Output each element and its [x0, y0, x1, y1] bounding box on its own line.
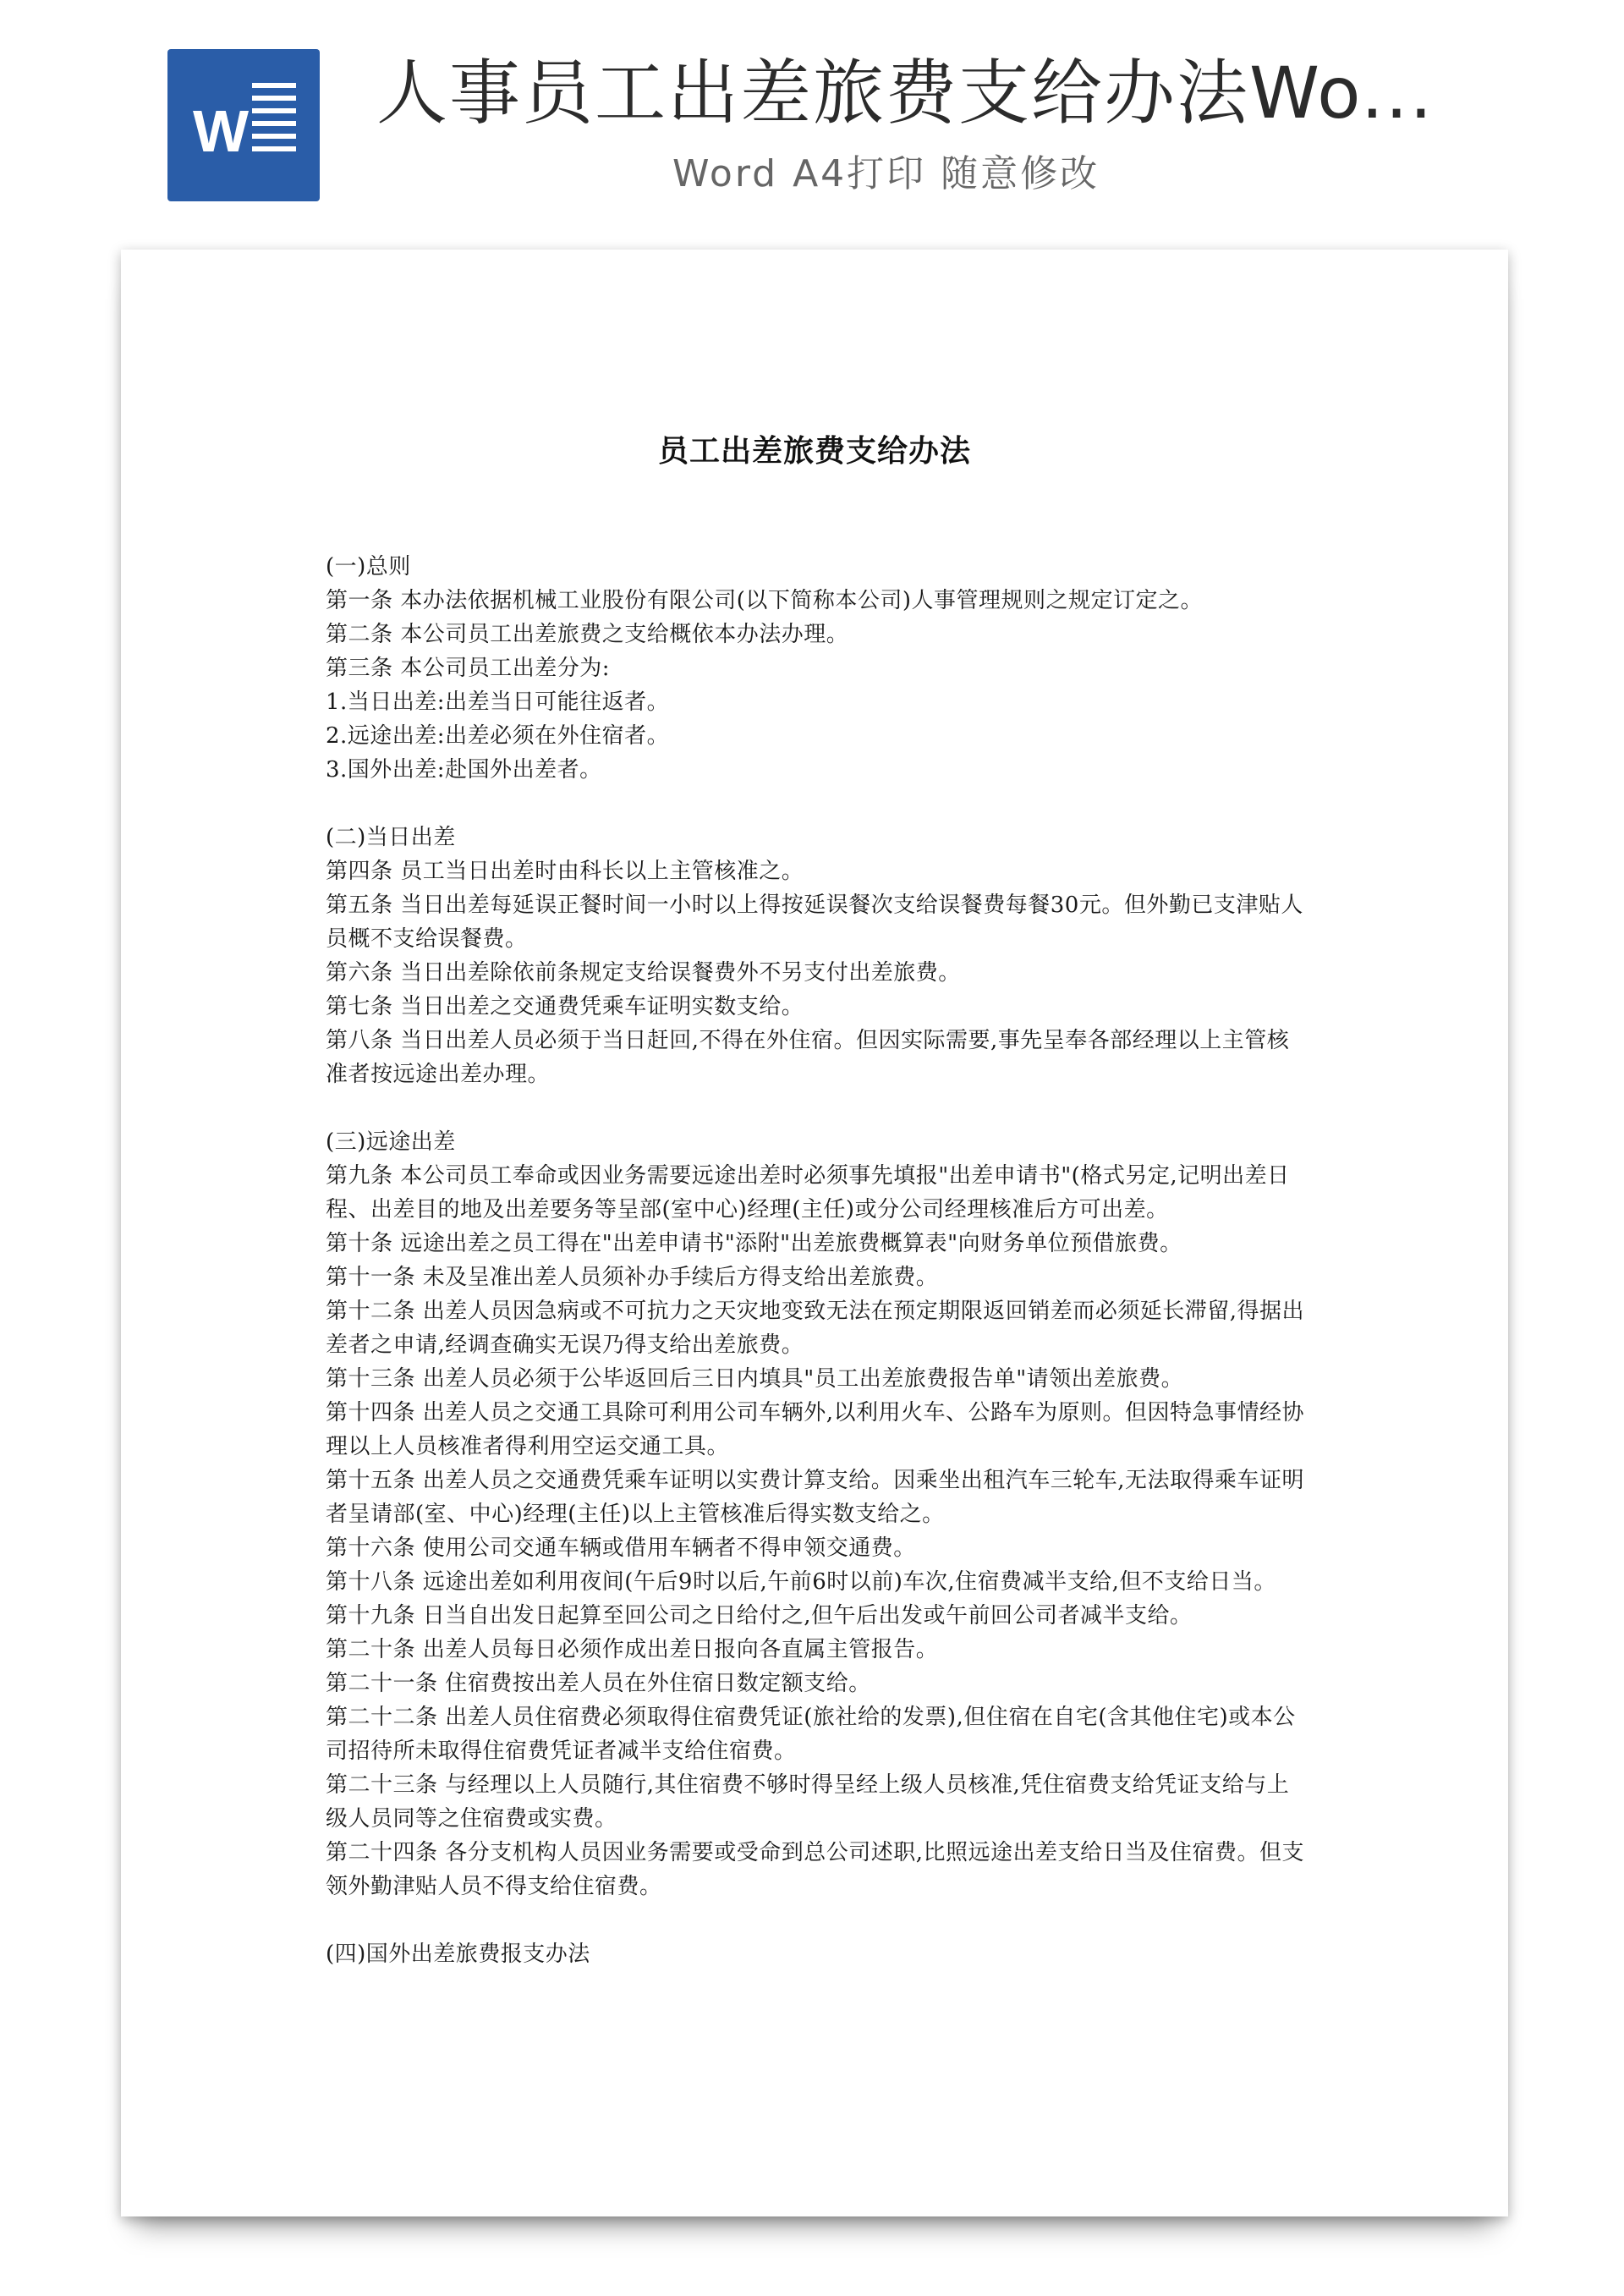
section-spacer [326, 787, 1307, 821]
header [0, 0, 1624, 228]
article-line: 第十八条 远途出差如利用夜间(午后9时以后,午前6时以前)车次,住宿费减半支给,但不支给日当。 [326, 1569, 1276, 1595]
document-body [326, 550, 1307, 1971]
article-line: 第二十四条 各分支机构人员因业务需要或受命到总公司述职,比照远途出差支给日当及住宿费。但支领外勤津贴人员不得支给住宿费。 [326, 1840, 1305, 1899]
article-line: 第二十三条 与经理以上人员随行,其住宿费不够时得呈经上级人员核准,凭住宿费支给凭证支给与上级人员同等之住宿费或实费。 [326, 1772, 1290, 1832]
article-line: 第十六条 使用公司交通车辆或借用车辆者不得申领交通费。 [326, 1535, 916, 1561]
banner-subtitle: Word A4打印 随意修改 [672, 152, 1100, 195]
article-line: 1.当日出差:出差当日可能往返者。 [326, 689, 670, 715]
article-line: 2.远途出差:出差必须在外住宿者。 [326, 723, 670, 749]
section-heading: (三)远途出差 [326, 1129, 456, 1155]
article-line: 第三条 本公司员工出差分为: [326, 656, 611, 681]
article-line: 第十三条 出差人员必须于公毕返回后三日内填具"员工出差旅费报告单"请领出差旅费。 [326, 1366, 1184, 1392]
article-line: 第二条 本公司员工出差旅费之支给概依本办法办理。 [326, 622, 849, 647]
banner-title: 人事员工出差旅费支给办法Wo... [376, 52, 1435, 135]
article-line: 第二十条 出差人员每日必须作成出差日报向各直属主管报告。 [326, 1637, 939, 1662]
article-line: 第十五条 出差人员之交通费凭乘车证明以实费计算支给。因乘坐出租汽车三轮车,无法取得乘车证明者呈请部(室、中心)经理(主任)以上主管核准后得实数支给之。 [326, 1468, 1305, 1527]
article-line: 第八条 当日出差人员必须于当日赶回,不得在外住宿。但因实际需要,事先呈奉各部经理以上主管核准者按远途出差办理。 [326, 1028, 1290, 1087]
section-heading: (一)总则 [326, 554, 411, 579]
article-line: 第二十一条 住宿费按出差人员在外住宿日数定额支给。 [326, 1671, 871, 1696]
section-spacer [326, 1903, 1307, 1937]
document-page [121, 250, 1508, 2216]
word-letter-icon: W [193, 98, 250, 164]
article-line: 第二十二条 出差人员住宿费必须取得住宿费凭证(旅社给的发票),但住宿在自宅(含其他住宅)或本公司招待所未取得住宿费凭证者减半支给住宿费。 [326, 1705, 1296, 1764]
article-line: 3.国外出差:赴国外出差者。 [326, 757, 602, 783]
section-spacer [326, 1091, 1307, 1125]
article-line: 第十一条 未及呈准出差人员须补办手续后方得支给出差旅费。 [326, 1265, 939, 1290]
document-title: 员工出差旅费支给办法 [657, 434, 971, 469]
article-line: 第十九条 日当自出发日起算至回公司之日给付之,但午后出发或午前回公司者减半支给。 [326, 1603, 1193, 1629]
article-line: 第一条 本办法依据机械工业股份有限公司(以下简称本公司)人事管理规则之规定订定之。 [326, 588, 1204, 613]
article-line: 第五条 当日出差每延误正餐时间一小时以上得按延误餐次支给误餐费每餐30元。但外勤已支津贴人员概不支给误餐费。 [326, 893, 1303, 952]
article-line: 第十条 远途出差之员工得在"出差申请书"添附"出差旅费概算表"向财务单位预借旅费。 [326, 1231, 1182, 1256]
section-heading: (二)当日出差 [326, 825, 456, 850]
word-app-icon [167, 49, 320, 201]
article-line: 第七条 当日出差之交通费凭乘车证明实数支给。 [326, 994, 804, 1019]
article-line: 第四条 员工当日出差时由科长以上主管核准之。 [326, 859, 804, 884]
section-heading: (四)国外出差旅费报支办法 [326, 1942, 590, 1967]
article-line: 第六条 当日出差除依前条规定支给误餐费外不另支付出差旅费。 [326, 960, 961, 986]
document-lines-icon [252, 83, 296, 168]
article-line: 第十二条 出差人员因急病或不可抗力之天灾地变致无法在预定期限返回销差而必须延长滞留,得据出差者之申请,经调查确实无误乃得支给出差旅费。 [326, 1299, 1305, 1358]
article-line: 第九条 本公司员工奉命或因业务需要远途出差时必须事先填报"出差申请书"(格式另定,记明出差日程、出差目的地及出差要务等呈部(室中心)经理(主任)或分公司经理核准后方可出差。 [326, 1163, 1290, 1222]
article-line: 第十四条 出差人员之交通工具除可利用公司车辆外,以利用火车、公路车为原则。但因特急事情经协理以上人员核准者得利用空运交通工具。 [326, 1400, 1305, 1459]
